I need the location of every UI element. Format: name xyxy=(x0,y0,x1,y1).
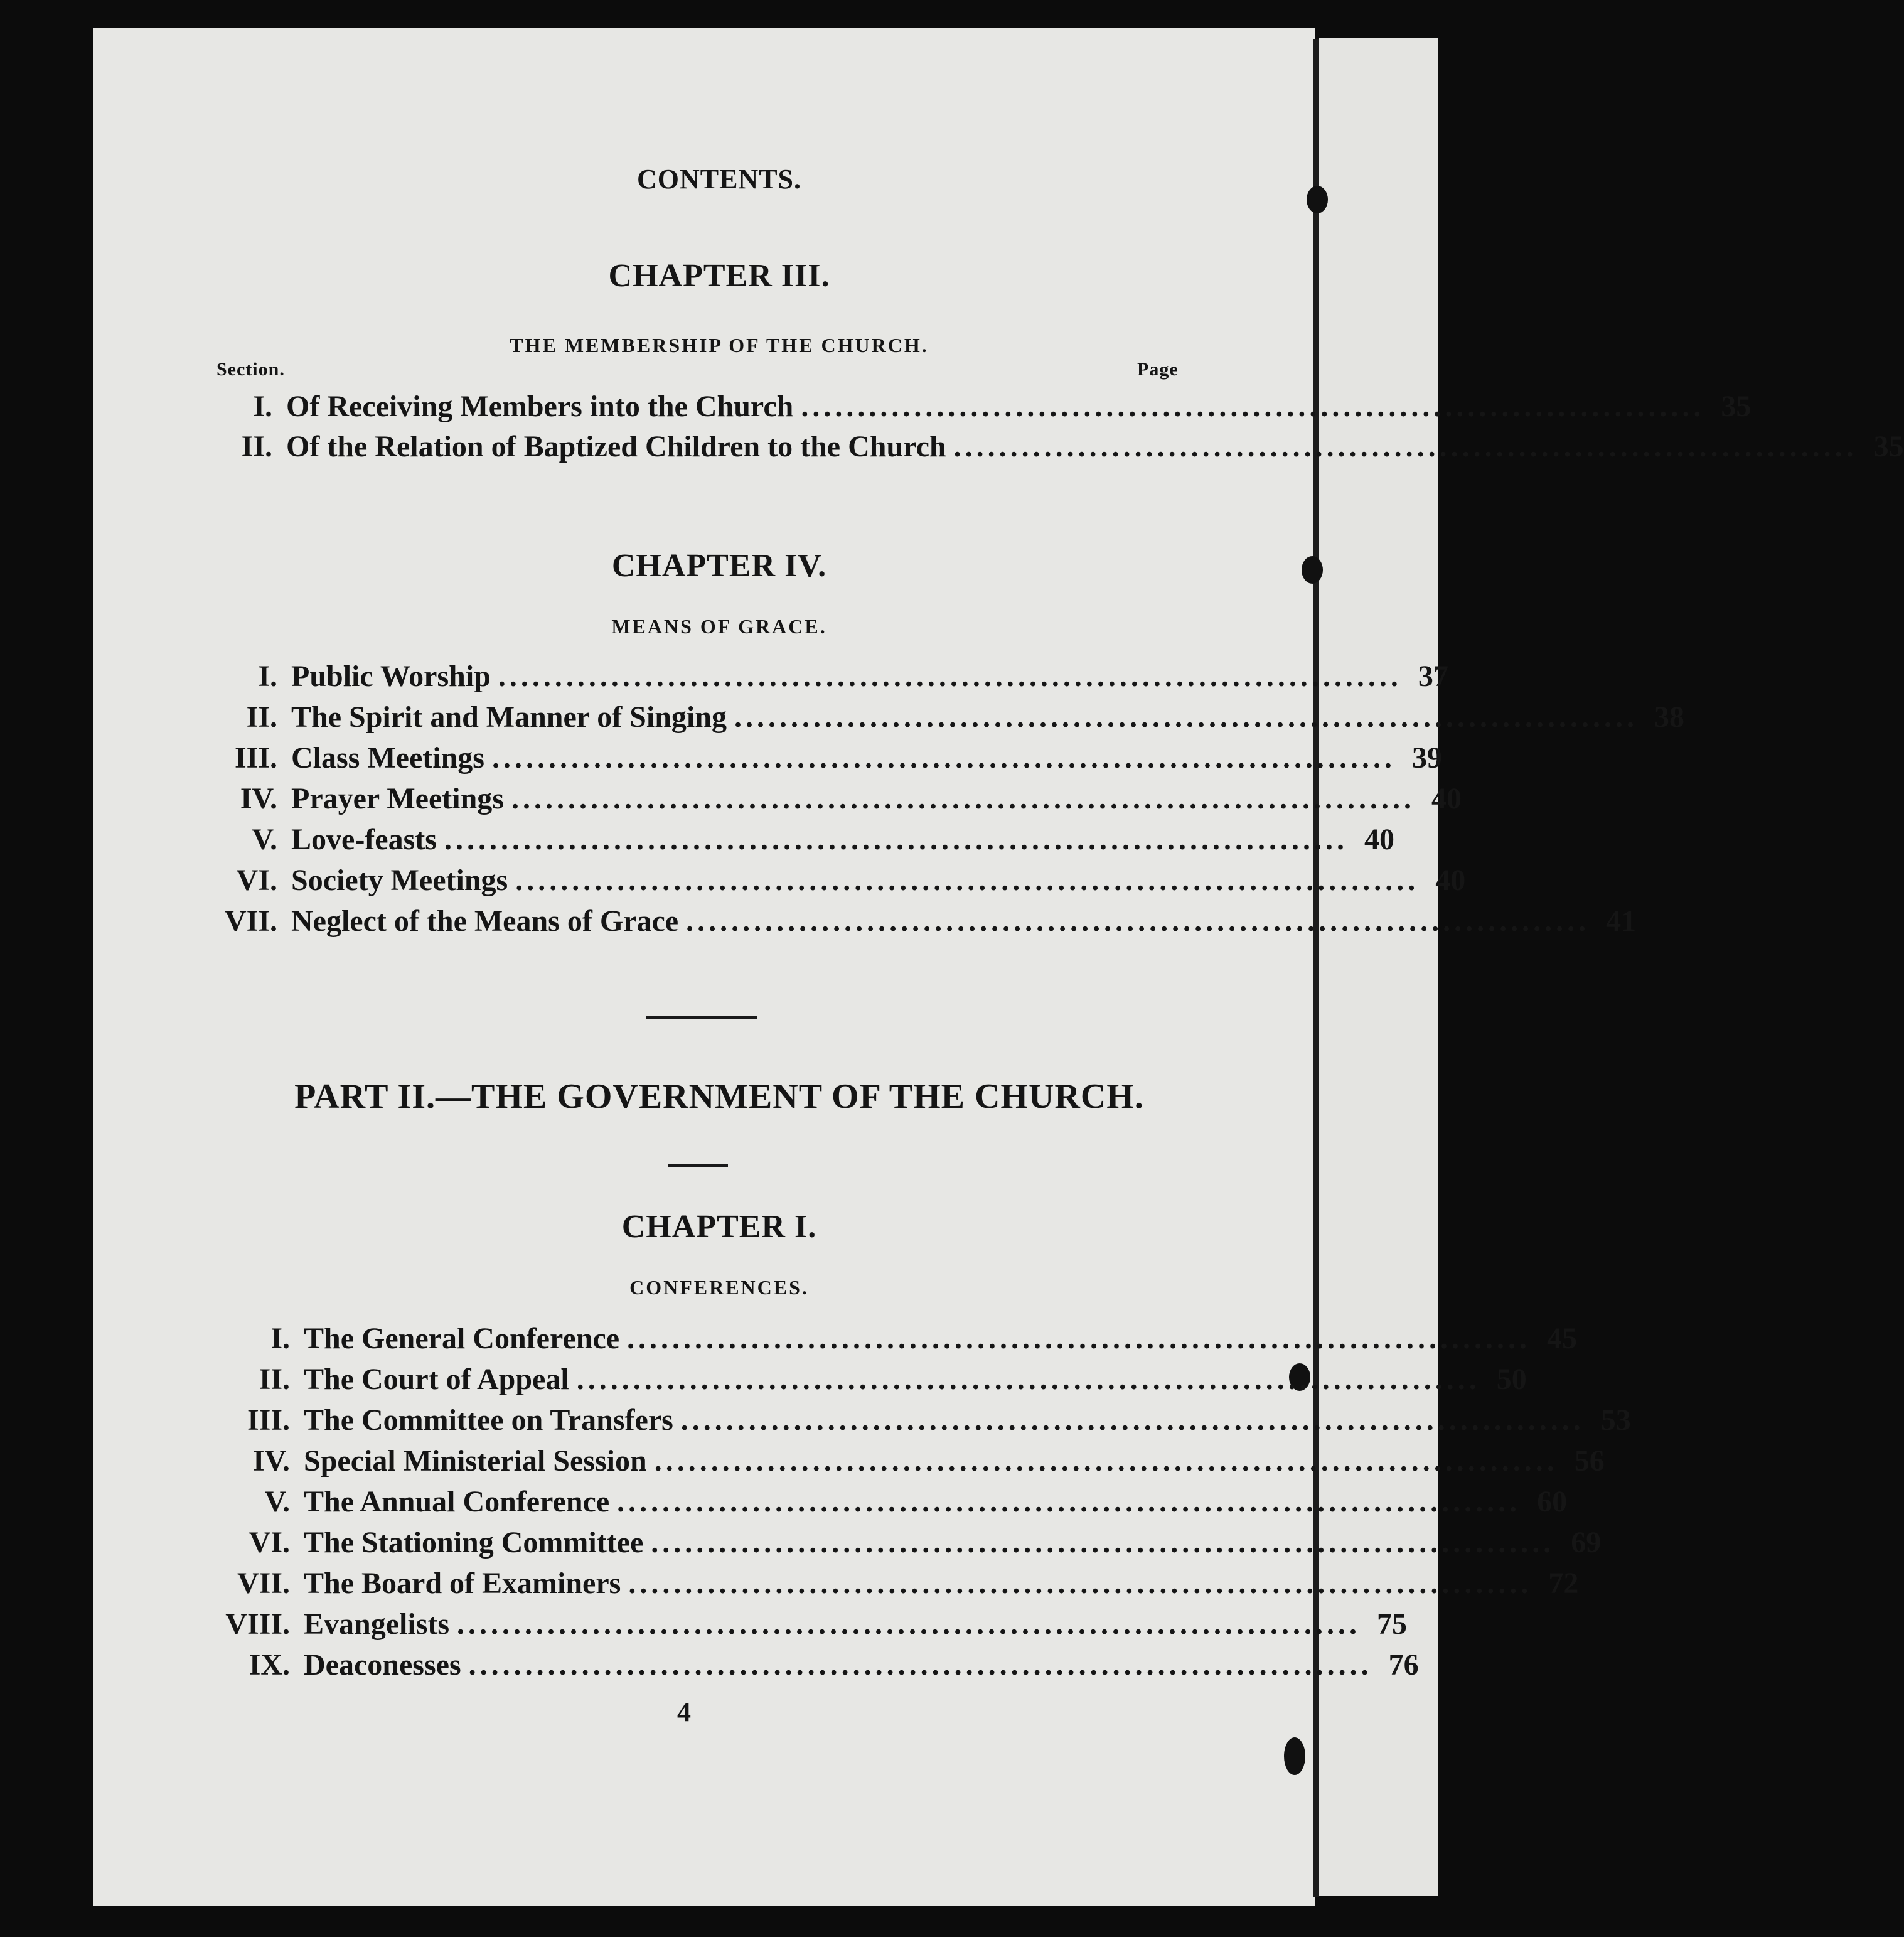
section-number: V. xyxy=(264,1485,290,1518)
toc-entry xyxy=(207,741,1442,781)
dot-leader: ................................................................................ xyxy=(686,904,1590,938)
section-number: III. xyxy=(247,1403,290,1437)
page-ref: 72 xyxy=(1548,1567,1579,1600)
section-title: Public Worship xyxy=(291,660,491,693)
page-number: 4 xyxy=(677,1697,691,1727)
section-divider xyxy=(646,1016,757,1019)
section-divider xyxy=(668,1164,728,1167)
section-number: III. xyxy=(234,741,277,775)
dot-leader: ................................................................................ xyxy=(628,1567,1532,1600)
section-title: Class Meetings xyxy=(291,741,484,775)
toc-entry xyxy=(207,781,1462,822)
dot-leader: ................................................................................ xyxy=(457,1607,1361,1641)
toc-entry xyxy=(207,389,1752,429)
section-title: Neglect of the Means of Grace xyxy=(291,904,679,938)
page-ref: 53 xyxy=(1600,1403,1631,1437)
page-ref: 39 xyxy=(1411,741,1442,775)
page-ref: 45 xyxy=(1547,1322,1577,1355)
section-number: IX. xyxy=(249,1648,290,1682)
dot-leader: ................................................................................ xyxy=(576,1363,1480,1396)
section-column-label: Section. xyxy=(217,359,285,380)
section-title: The Annual Conference xyxy=(304,1485,610,1518)
toc-entry xyxy=(207,700,1684,740)
section-number: I. xyxy=(270,1322,290,1355)
chapter-3-heading: CHAPTER III. xyxy=(608,258,830,294)
page-ref: 35 xyxy=(1721,390,1752,423)
toc-entry xyxy=(195,1566,1579,1606)
part-2-chapter-1-heading: CHAPTER I. xyxy=(621,1209,817,1245)
dot-leader: ................................................................................ xyxy=(498,660,1402,693)
section-title: The Board of Examiners xyxy=(304,1567,621,1600)
toc-entry xyxy=(207,863,1466,903)
page-ref: 37 xyxy=(1418,660,1448,693)
page-ref: 35 xyxy=(1873,430,1904,463)
section-title: The Committee on Transfers xyxy=(304,1403,673,1437)
dot-leader: ................................................................................ xyxy=(801,390,1705,423)
toc-entry xyxy=(195,1607,1408,1647)
toc-entry xyxy=(195,1525,1602,1565)
section-number: VII. xyxy=(224,904,277,938)
section-number: VI. xyxy=(236,864,277,897)
dot-leader: ................................................................................ xyxy=(617,1485,1521,1518)
section-title: The General Conference xyxy=(304,1322,619,1355)
page-column-label: Page xyxy=(1137,359,1179,380)
section-number: VIII. xyxy=(225,1607,290,1641)
page-ref: 69 xyxy=(1571,1526,1602,1559)
page-title: CONTENTS. xyxy=(636,164,802,195)
part-2-chapter-1-subtitle: CONFERENCES. xyxy=(629,1276,809,1299)
chapter-3-subtitle: THE MEMBERSHIP OF THE CHURCH. xyxy=(510,334,929,357)
section-number: II. xyxy=(259,1363,290,1396)
section-title: The Stationing Committee xyxy=(304,1526,644,1559)
section-title: Prayer Meetings xyxy=(291,782,504,815)
dot-leader: ................................................................................ xyxy=(651,1526,1555,1559)
section-number: II. xyxy=(246,700,277,734)
section-title: The Court of Appeal xyxy=(304,1363,569,1396)
section-title: Special Ministerial Session xyxy=(304,1444,647,1478)
page-ref: 75 xyxy=(1377,1607,1408,1641)
binding-stitch-icon xyxy=(1284,1737,1305,1775)
page-ref: 40 xyxy=(1431,782,1462,815)
toc-entry xyxy=(207,822,1394,862)
toc-entry xyxy=(207,429,1904,469)
chapter-4-heading: CHAPTER IV. xyxy=(611,548,827,584)
part-title: PART II.—THE GOVERNMENT OF THE CHURCH. xyxy=(294,1077,1144,1116)
page-ref: 76 xyxy=(1388,1648,1419,1682)
toc-entry xyxy=(207,659,1448,699)
section-title: The Spirit and Manner of Singing xyxy=(291,700,727,734)
section-number: V. xyxy=(252,823,277,856)
page-ref: 50 xyxy=(1496,1363,1527,1396)
section-number: IV. xyxy=(252,1444,290,1478)
section-number: VI. xyxy=(249,1526,290,1559)
section-title: Love-feasts xyxy=(291,823,437,856)
section-title: Evangelists xyxy=(304,1607,450,1641)
page-ref: 41 xyxy=(1606,904,1637,938)
section-title: Deaconesses xyxy=(304,1648,461,1682)
page-ref: 40 xyxy=(1364,823,1394,856)
toc-entry xyxy=(195,1403,1631,1443)
dot-leader: ................................................................................ xyxy=(511,782,1415,815)
page-ref: 60 xyxy=(1537,1485,1568,1518)
section-number: I. xyxy=(258,660,277,693)
page-ref: 38 xyxy=(1654,700,1684,734)
section-number: VII. xyxy=(237,1567,290,1600)
section-number: IV. xyxy=(240,782,277,815)
dot-leader: ................................................................................ xyxy=(444,823,1348,856)
dot-leader: ................................................................................ xyxy=(734,700,1638,734)
dot-leader: ................................................................................ xyxy=(680,1403,1585,1437)
dot-leader: ................................................................................ xyxy=(654,1444,1558,1478)
toc-entry xyxy=(195,1484,1568,1525)
page-ref: 40 xyxy=(1435,864,1466,897)
dot-leader: ................................................................................ xyxy=(468,1648,1372,1682)
toc-entry xyxy=(207,904,1637,944)
section-number: I. xyxy=(253,390,272,423)
toc-entry xyxy=(195,1362,1527,1402)
toc-entry xyxy=(195,1321,1577,1361)
section-number: II. xyxy=(241,430,272,463)
section-title: Of the Relation of Baptized Children to the Church xyxy=(286,430,946,463)
dot-leader: ................................................................................ xyxy=(953,430,1858,463)
dot-leader: ................................................................................ xyxy=(491,741,1396,775)
toc-entry xyxy=(195,1444,1605,1484)
section-title: Society Meetings xyxy=(291,864,508,897)
dot-leader: ................................................................................ xyxy=(627,1322,1531,1355)
page-ref: 56 xyxy=(1574,1444,1605,1478)
toc-entry xyxy=(195,1648,1419,1688)
chapter-4-subtitle: MEANS OF GRACE. xyxy=(611,615,827,638)
section-title: Of Receiving Members into the Church xyxy=(286,390,794,423)
dot-leader: ................................................................................ xyxy=(515,864,1420,897)
